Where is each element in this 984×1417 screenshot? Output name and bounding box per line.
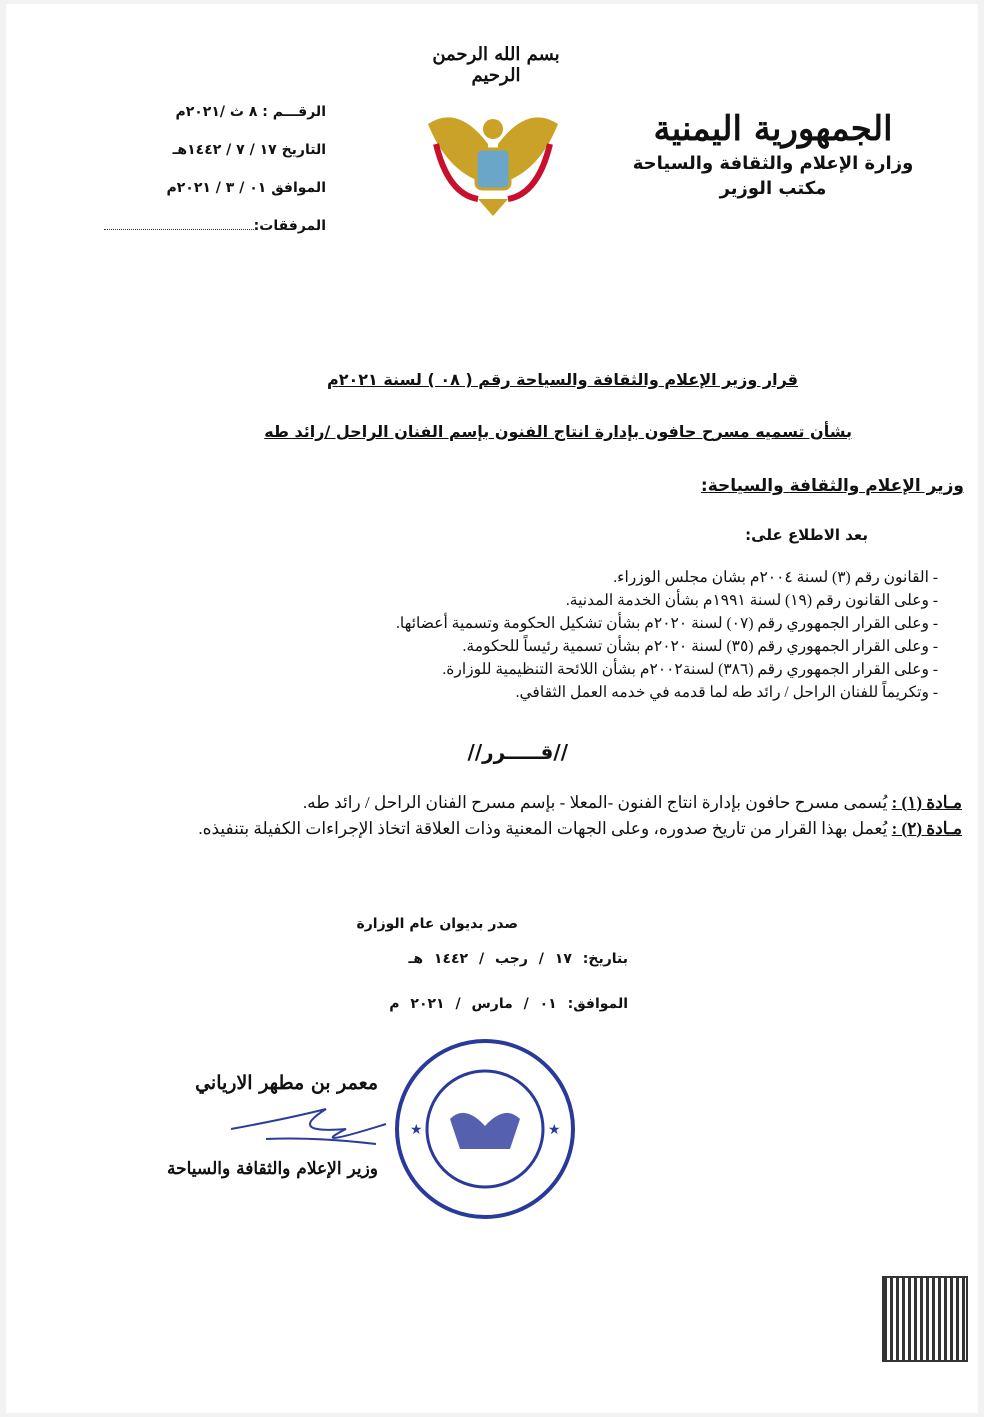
ref-label: الرقـــم : bbox=[262, 104, 326, 120]
svg-text:★: ★ bbox=[548, 1122, 561, 1138]
clauses-list bbox=[158, 566, 938, 704]
signature-icon bbox=[226, 1089, 396, 1159]
greg-label: الموافق bbox=[271, 180, 326, 196]
decree-title: قرار وزير الإعلام والثقافة والسياحة رقم ( ٠٨ ) لسنة ٢٠٢١م bbox=[326, 370, 798, 389]
qr-code-icon bbox=[882, 1276, 968, 1362]
hijri-label: بتاريخ: bbox=[582, 951, 628, 967]
attach-label: المرفقات: bbox=[253, 218, 326, 234]
issuer-heading: وزير الإعلام والثقافة والسياحة: bbox=[700, 476, 964, 496]
date-label: التاريخ bbox=[281, 142, 326, 158]
clause-item: - وعلى القانون رقم (١٩) لسنة ١٩٩١م بشأن الخدمة المدنية. bbox=[565, 592, 938, 609]
clause-item: - وتكريماً للفنان الراحل / رائد طه لما قدمه في خدمه العمل الثقافي. bbox=[515, 684, 938, 701]
article-2 bbox=[102, 816, 962, 842]
decree-subject: بشأن تسميه مسرح حافون بإدارة انتاج الفنون بإسم الفنان الراحل /رائد طه bbox=[264, 422, 852, 441]
greg-value: ٠١ / ٣ / ٢٠٢١م bbox=[166, 180, 267, 196]
hijri-date bbox=[409, 951, 628, 967]
date-value: ١٧ / ٧ / ١٤٤٢هـ bbox=[172, 142, 277, 158]
article-label: مـادة (٢) : bbox=[891, 819, 962, 838]
reference-block bbox=[76, 104, 326, 256]
letterhead bbox=[608, 109, 938, 199]
greg-date-label: الموافق: bbox=[567, 996, 628, 1012]
document-page bbox=[6, 4, 978, 1413]
greg-date-value: ٠١ / مارس / ٢٠٢١ م bbox=[389, 996, 557, 1012]
clause-item: - وعلى القرار الجمهوري رقم (٣٥) لسنة ٢٠٢٠م بشأن تسمية رئيساً للحكومة. bbox=[462, 638, 938, 655]
ministry-name: وزارة الإعلام والثقافة والسياحة bbox=[632, 153, 914, 174]
clause-item: - وعلى القرار الجمهوري رقم (٣٨٦) لسنة٢٠٠٢م بشأن اللائحة التنظيمية للوزارة. bbox=[442, 661, 938, 678]
hijri-value: ١٧ / رجب / ١٤٤٢ هـ bbox=[408, 951, 572, 967]
ref-value: ٨ ث /٢٠٢١م bbox=[175, 104, 258, 120]
decision-heading: //قـــــرر// bbox=[467, 740, 568, 764]
preamble: بعد الاطلاع على: bbox=[745, 526, 868, 544]
attach-dots bbox=[104, 229, 254, 230]
clause-item: - القانون رقم (٣) لسنة ٢٠٠٤م بشان مجلس الوزراء. bbox=[613, 569, 938, 586]
greg-date bbox=[389, 996, 628, 1012]
article-1 bbox=[102, 790, 962, 816]
svg-text:★: ★ bbox=[410, 1122, 423, 1138]
articles bbox=[102, 790, 962, 842]
article-text: يُسمى مسرح حافون بإدارة انتاج الفنون -المعلا - بإسم مسرح الفنان الراحل / رائد طه. bbox=[302, 793, 888, 812]
article-text: يُعمل بهذا القرار من تاريخ صدوره، وعلى الجهات المعنية وذات العلاقة اتخاذ الإجراءات الكفيلة بتنفيذه. bbox=[198, 819, 888, 838]
clause-item: - وعلى القرار الجمهوري رقم (٠٧) لسنة ٢٠٢٠م بشأن تشكيل الحكومة وتسمية أعضائها. bbox=[396, 615, 938, 632]
official-stamp-icon bbox=[390, 1034, 580, 1224]
article-label: مـادة (١) : bbox=[891, 793, 962, 812]
signer-title: وزير الإعلام والثقافة والسياحة bbox=[167, 1159, 378, 1179]
issued-at: صدر بديوان عام الوزارة bbox=[356, 916, 518, 932]
country-name: الجمهورية اليمنية bbox=[653, 109, 893, 149]
basmala: بسم الله الرحمن الرحيم bbox=[432, 44, 560, 86]
yemen-emblem-icon bbox=[418, 84, 568, 224]
signer-name: معمر بن مطهر الارياني bbox=[195, 1072, 378, 1094]
office-name: مكتب الوزير bbox=[719, 178, 827, 199]
